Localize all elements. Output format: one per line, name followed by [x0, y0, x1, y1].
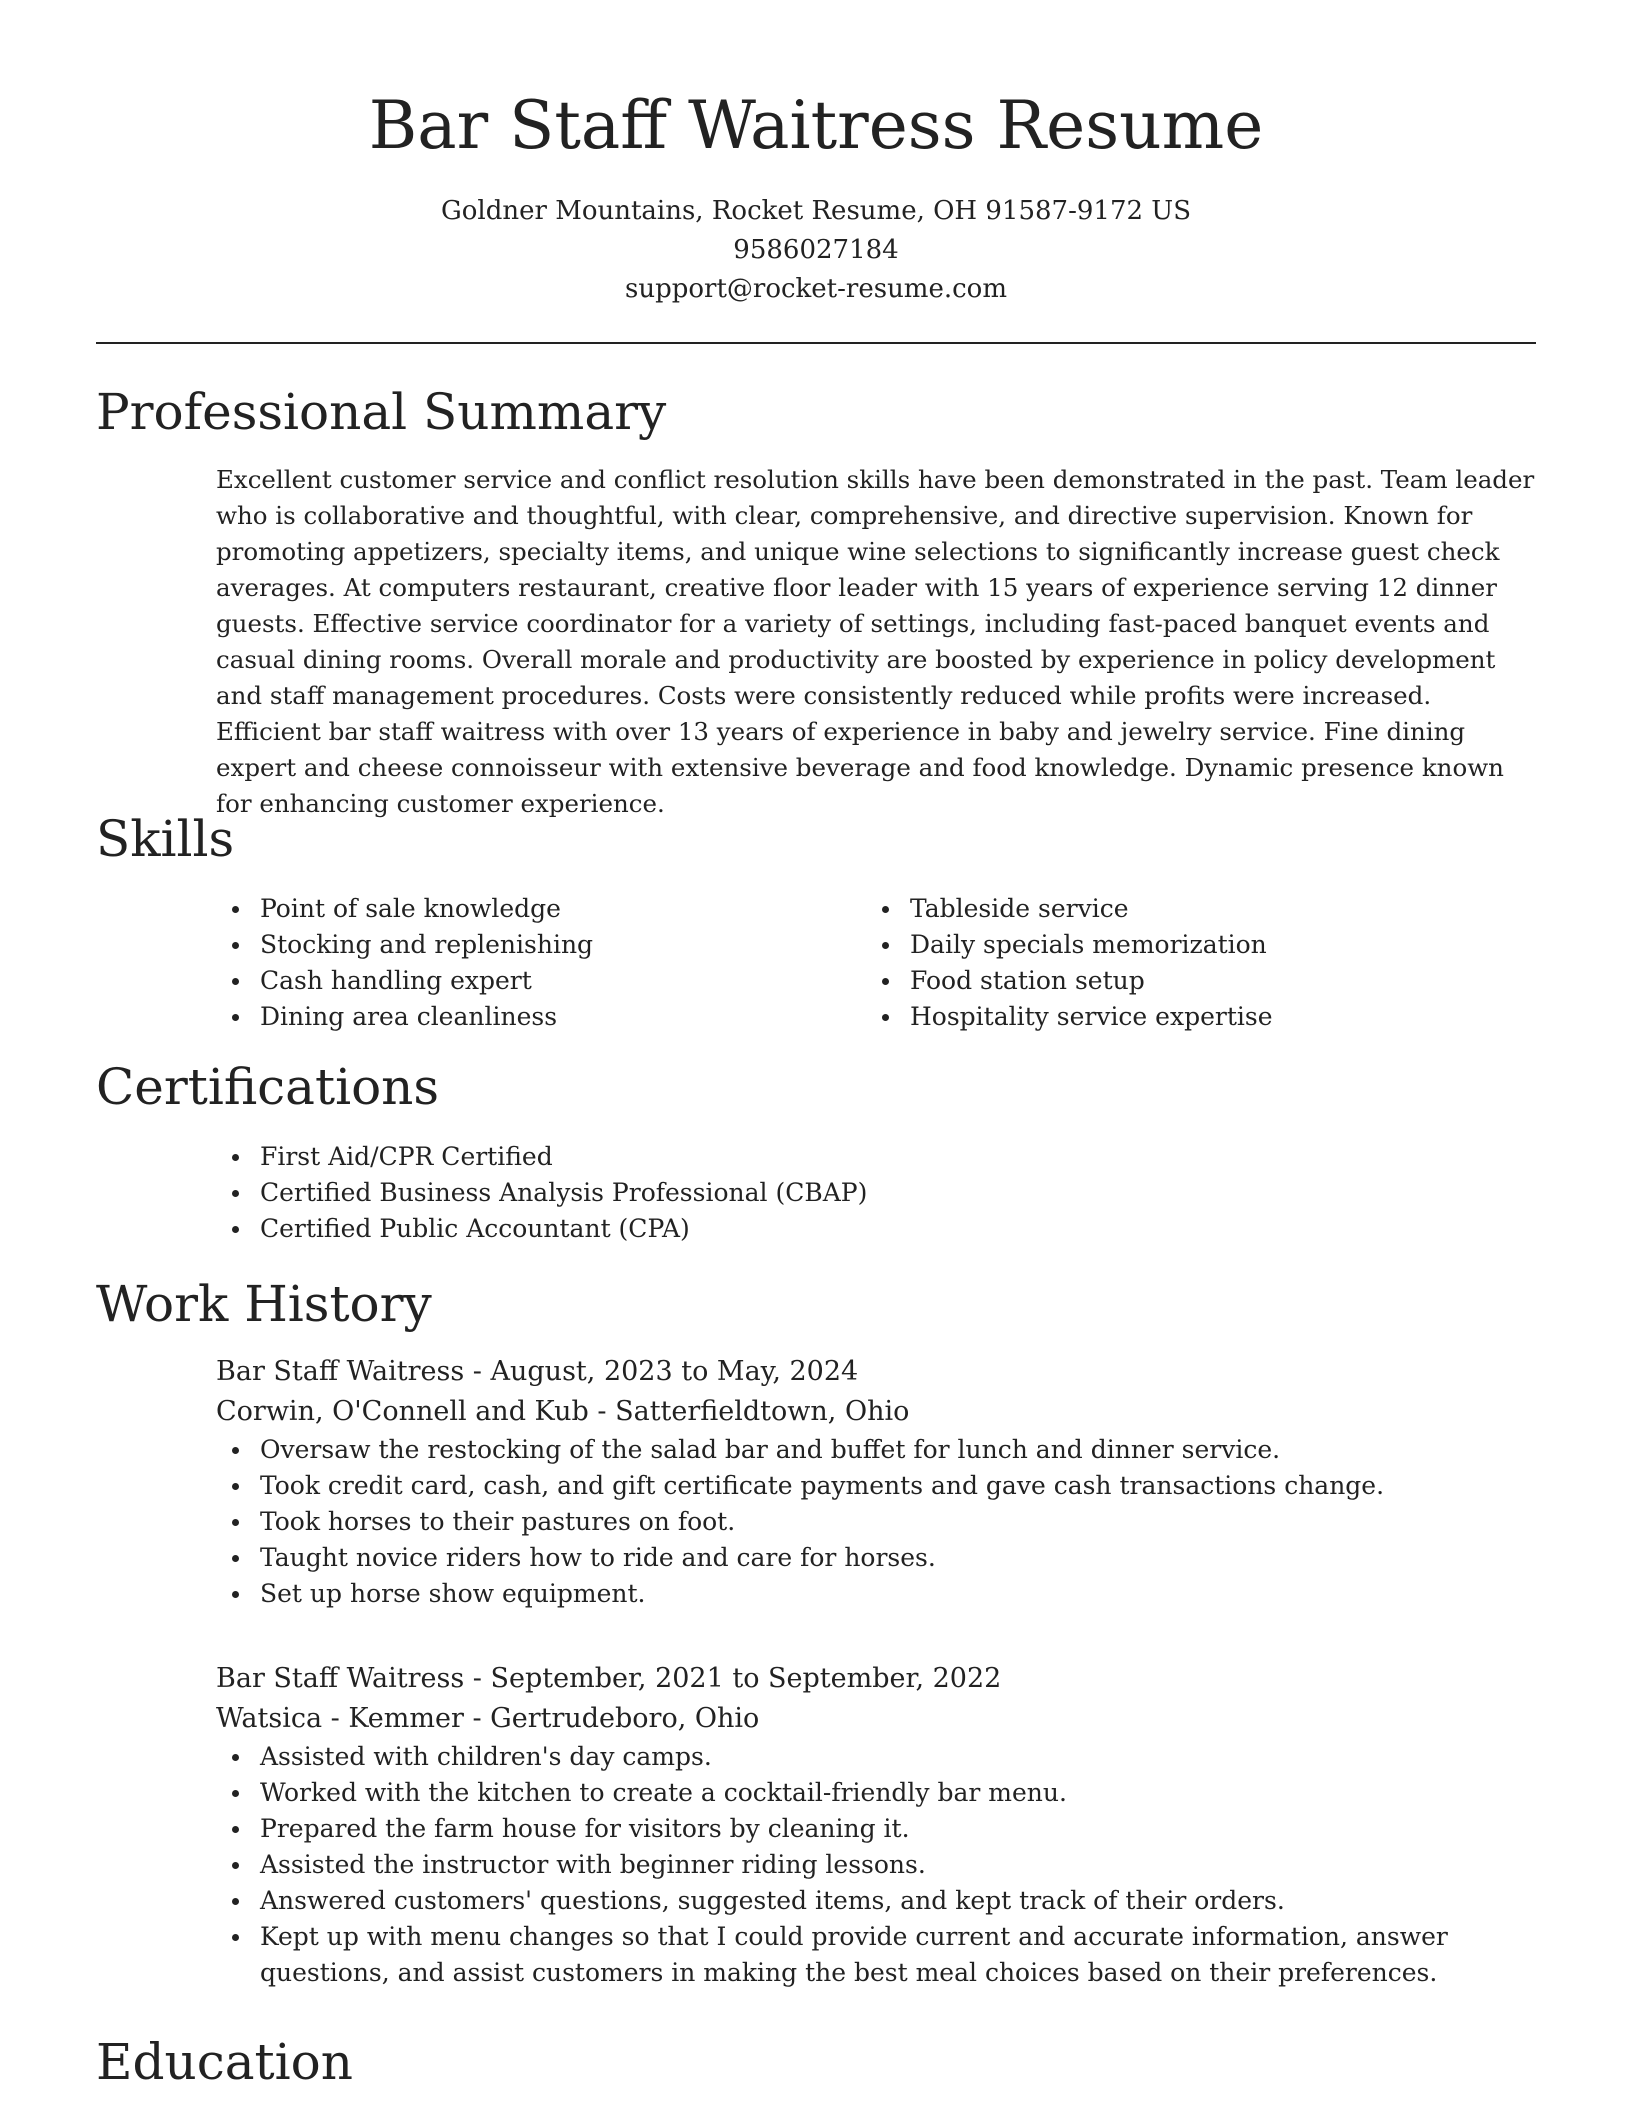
job-duty-item: Answered customers' questions, suggested items, and kept track of their orders.: [216, 1883, 1536, 1919]
certification-item: Certified Public Accountant (CPA): [216, 1211, 1416, 1247]
job-duty-item: Assisted with children's day camps.: [216, 1739, 1536, 1775]
header-divider: [96, 342, 1536, 344]
skill-item: Dining area cleanliness: [216, 999, 856, 1035]
job-duty-item: Took credit card, cash, and gift certificate payments and gave cash transactions change.: [216, 1468, 1536, 1504]
job-duty-item: Oversaw the restocking of the salad bar and buffet for lunch and dinner service.: [216, 1432, 1536, 1468]
job-company-location: Watsica - Kemmer - Gertrudeboro, Ohio: [216, 1703, 760, 1734]
job-company-location: Corwin, O'Connell and Kub - Satterfieldtown, Ohio: [216, 1396, 910, 1427]
section-title-certifications: Certifications: [96, 1058, 440, 1116]
resume-title: Bar Staff Waitress Resume: [368, 87, 1264, 164]
skill-item: Food station setup: [866, 963, 1506, 999]
skill-item: Hospitality service expertise: [866, 999, 1506, 1035]
job-entry: [216, 1352, 1536, 1612]
contact-phone: 9586027184: [733, 235, 899, 265]
section-title-skills: Skills: [96, 810, 235, 868]
job-duties-list: [216, 1739, 1536, 1991]
summary-text: Excellent customer service and conflict resolution skills have been demonstrated in the past. Team leader who is collaborative and thoughtful, with clear, comprehensive, and directive supervision. Known for promoting appetizers, specialty items, and unique wine selections to significantly increase guest check averages. At computers restaurant, creative floor leader with 15 years of experience serving 12 dinner guests. Effective service coordinator for a variety of settings, including fast-paced banquet events and casual dining rooms. Overall morale and productivity are boosted by experience in policy development and staff management procedures. Costs were consistently reduced while profits were increased. Efficient bar staff waitress with over 13 years of experience in baby and jewelry service. Fine dining expert and cheese connoisseur with extensive beverage and food knowledge. Dynamic presence known for enhancing customer experience.: [216, 465, 1535, 818]
skill-item: Daily specials memorization: [866, 927, 1506, 963]
job-role-dates: Bar Staff Waitress - August, 2023 to May, 2024: [216, 1356, 859, 1387]
section-title-education: Education: [96, 2033, 353, 2091]
certifications-list: [216, 1139, 1416, 1247]
job-duty-item: Worked with the kitchen to create a cocktail-friendly bar menu.: [216, 1775, 1536, 1811]
contact-email: support@rocket-resume.com: [624, 274, 1007, 304]
skill-item: Tableside service: [866, 891, 1506, 927]
job-duty-item: Took horses to their pastures on foot.: [216, 1504, 1536, 1540]
skill-item: Point of sale knowledge: [216, 891, 856, 927]
job-duty-item: Prepared the farm house for visitors by cleaning it.: [216, 1811, 1536, 1847]
certification-item: Certified Business Analysis Professional (CBAP): [216, 1175, 1416, 1211]
contact-address: Goldner Mountains, Rocket Resume, OH 91587-9172 US: [440, 196, 1192, 226]
job-duty-item: Assisted the instructor with beginner riding lessons.: [216, 1847, 1536, 1883]
section-title-work-history: Work History: [96, 1275, 432, 1333]
job-duty-item: Taught novice riders how to ride and care for horses.: [216, 1540, 1536, 1576]
certification-item: First Aid/CPR Certified: [216, 1139, 1416, 1175]
job-duties-list: [216, 1432, 1536, 1612]
skills-list-left: [216, 891, 856, 1035]
skill-item: Cash handling expert: [216, 963, 856, 999]
job-duty-item: Kept up with menu changes so that I could provide current and accurate information, answer questions, and assist customers in making the best meal choices based on their preferences.: [216, 1919, 1536, 1991]
job-entry: [216, 1659, 1536, 1991]
section-title-summary: Professional Summary: [96, 383, 667, 441]
resume-header: [96, 86, 1536, 309]
skill-item: Stocking and replenishing: [216, 927, 856, 963]
contact-block: [96, 192, 1536, 309]
job-duty-item: Set up horse show equipment.: [216, 1576, 1536, 1612]
job-role-dates: Bar Staff Waitress - September, 2021 to September, 2022: [216, 1663, 1002, 1694]
skills-list-right: [866, 891, 1506, 1035]
